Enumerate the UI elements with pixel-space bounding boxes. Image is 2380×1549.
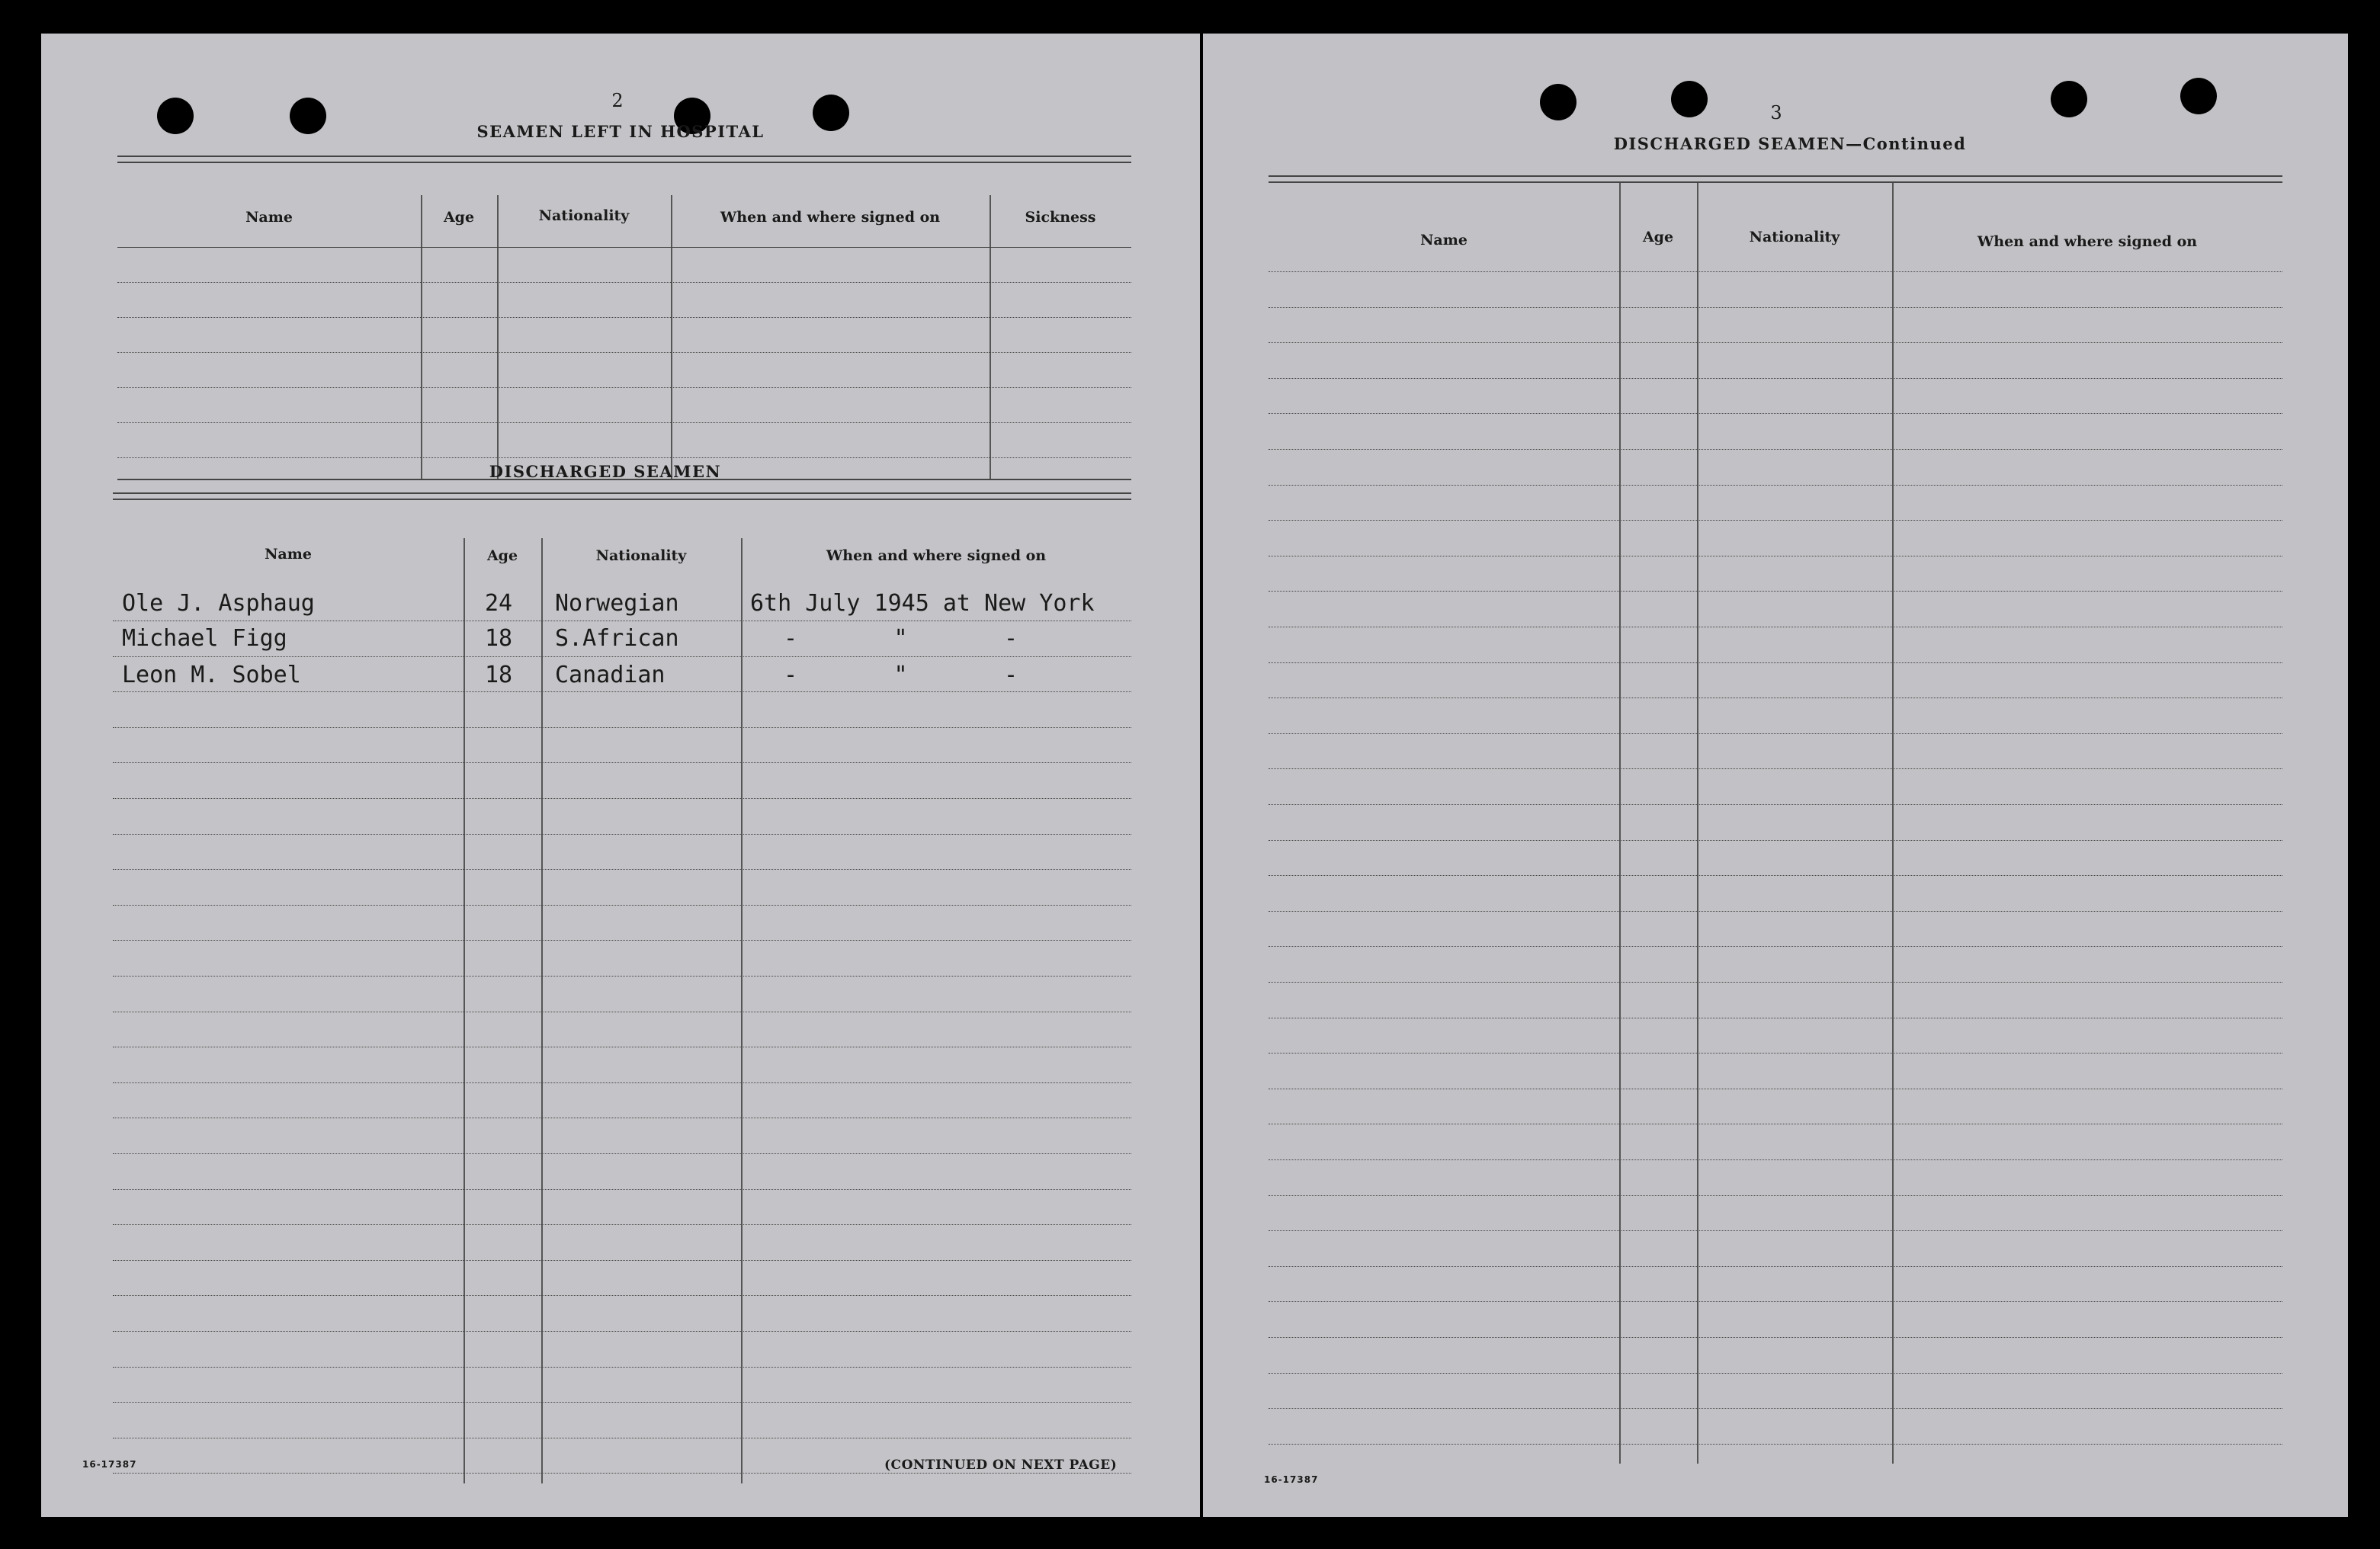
form-number: 16-17387 — [82, 1459, 137, 1470]
col-header-age: Age — [486, 547, 518, 564]
seaman-signed-on: - " - — [784, 625, 1018, 652]
col-header-signed-on: When and where signed on — [1977, 233, 2198, 250]
hospital-table — [117, 156, 1131, 485]
table-row — [1269, 1301, 2282, 1302]
col-header-name: Name — [1420, 232, 1467, 249]
col-header-nationality: Nationality — [595, 547, 687, 564]
punch-hole — [1671, 81, 1708, 117]
table-row — [1269, 1337, 2282, 1338]
table-row — [1269, 1266, 2282, 1267]
punch-hole — [2051, 81, 2087, 117]
col-header-signed-on: When and where signed on — [826, 547, 1047, 564]
table-row — [1269, 1159, 2282, 1160]
page-number: 2 — [611, 90, 624, 111]
table-row — [1269, 520, 2282, 521]
punch-hole — [290, 98, 326, 134]
seaman-nationality: Canadian — [555, 662, 666, 688]
table-row — [113, 1260, 1131, 1261]
table-row — [1269, 591, 2282, 592]
table-row — [117, 422, 1131, 423]
table-row — [1269, 271, 2282, 272]
right-page — [1203, 34, 2348, 1517]
table-row — [113, 940, 1131, 941]
table-row — [1269, 804, 2282, 805]
table-row — [1269, 307, 2282, 308]
table-row — [1269, 449, 2282, 450]
col-header-age: Age — [1642, 229, 1674, 245]
seaman-age: 18 — [485, 625, 513, 652]
table-row — [1269, 840, 2282, 841]
seaman-signed-on: - " - — [784, 662, 1018, 688]
table-row — [1269, 1053, 2282, 1054]
table-row — [113, 1473, 1131, 1474]
continued-note: (CONTINUED ON NEXT PAGE) — [884, 1458, 1118, 1473]
col-header-nationality: Nationality — [1749, 229, 1840, 245]
table-row — [113, 976, 1131, 977]
table-row — [113, 798, 1131, 799]
table-row — [117, 457, 1131, 458]
table-row — [1269, 982, 2282, 983]
table-row — [117, 317, 1131, 318]
table-row — [1269, 342, 2282, 343]
left-page — [41, 34, 1200, 1517]
table-row — [1269, 875, 2282, 876]
table-row — [117, 352, 1131, 353]
table-row — [113, 1082, 1131, 1083]
table-row — [1269, 1195, 2282, 1196]
table-row — [1269, 1230, 2282, 1231]
page-number: 3 — [1770, 102, 1782, 123]
table-row — [113, 762, 1131, 763]
discharged-continued-table — [1269, 175, 2282, 1464]
table-row — [1269, 1373, 2282, 1374]
table-row — [1269, 946, 2282, 947]
table-row — [1269, 911, 2282, 912]
seaman-age: 18 — [485, 662, 513, 688]
col-header-nationality: Nationality — [538, 207, 630, 224]
table-row — [1269, 733, 2282, 734]
col-header-name: Name — [245, 209, 293, 226]
form-number: 16-17387 — [1264, 1474, 1319, 1485]
punch-hole — [2180, 78, 2217, 114]
table-row — [1269, 485, 2282, 486]
table-row — [117, 387, 1131, 388]
table-row — [1269, 378, 2282, 379]
col-header-name: Name — [265, 546, 312, 563]
table-row — [113, 1367, 1131, 1368]
right-section-title: DISCHARGED SEAMEN—Continued — [1613, 134, 1967, 153]
table-row — [113, 1224, 1131, 1225]
table-row — [113, 691, 1131, 692]
seaman-name: Michael Figg — [122, 625, 287, 652]
punch-hole — [1540, 84, 1577, 120]
seaman-signed-on: 6th July 1945 at New York — [750, 590, 1095, 617]
seaman-nationality: Norwegian — [555, 590, 679, 617]
table-row — [113, 834, 1131, 835]
seaman-age: 24 — [485, 590, 513, 617]
table-row — [1269, 768, 2282, 769]
table-row — [117, 282, 1131, 283]
discharged-table — [113, 492, 1131, 1483]
table-row — [1269, 1408, 2282, 1409]
punch-hole — [157, 98, 194, 134]
table-row — [113, 905, 1131, 906]
table-row — [113, 1331, 1131, 1332]
table-row — [1269, 662, 2282, 663]
table-row — [113, 656, 1131, 657]
col-header-age: Age — [443, 209, 475, 226]
hospital-section-title: SEAMEN LEFT IN HOSPITAL — [476, 122, 765, 141]
table-row — [113, 869, 1131, 870]
table-row — [113, 1402, 1131, 1403]
table-row — [113, 1153, 1131, 1154]
table-row — [113, 1295, 1131, 1296]
seaman-name: Ole J. Asphaug — [122, 590, 315, 617]
table-row — [1269, 413, 2282, 414]
col-header-signed-on: When and where signed on — [720, 209, 941, 226]
seaman-name: Leon M. Sobel — [122, 662, 301, 688]
table-row — [113, 727, 1131, 728]
discharged-section-title: DISCHARGED SEAMEN — [489, 462, 722, 481]
table-row — [113, 1189, 1131, 1190]
seaman-nationality: S.African — [555, 625, 679, 652]
col-header-sickness: Sickness — [1025, 209, 1096, 226]
table-row — [1269, 1444, 2282, 1445]
